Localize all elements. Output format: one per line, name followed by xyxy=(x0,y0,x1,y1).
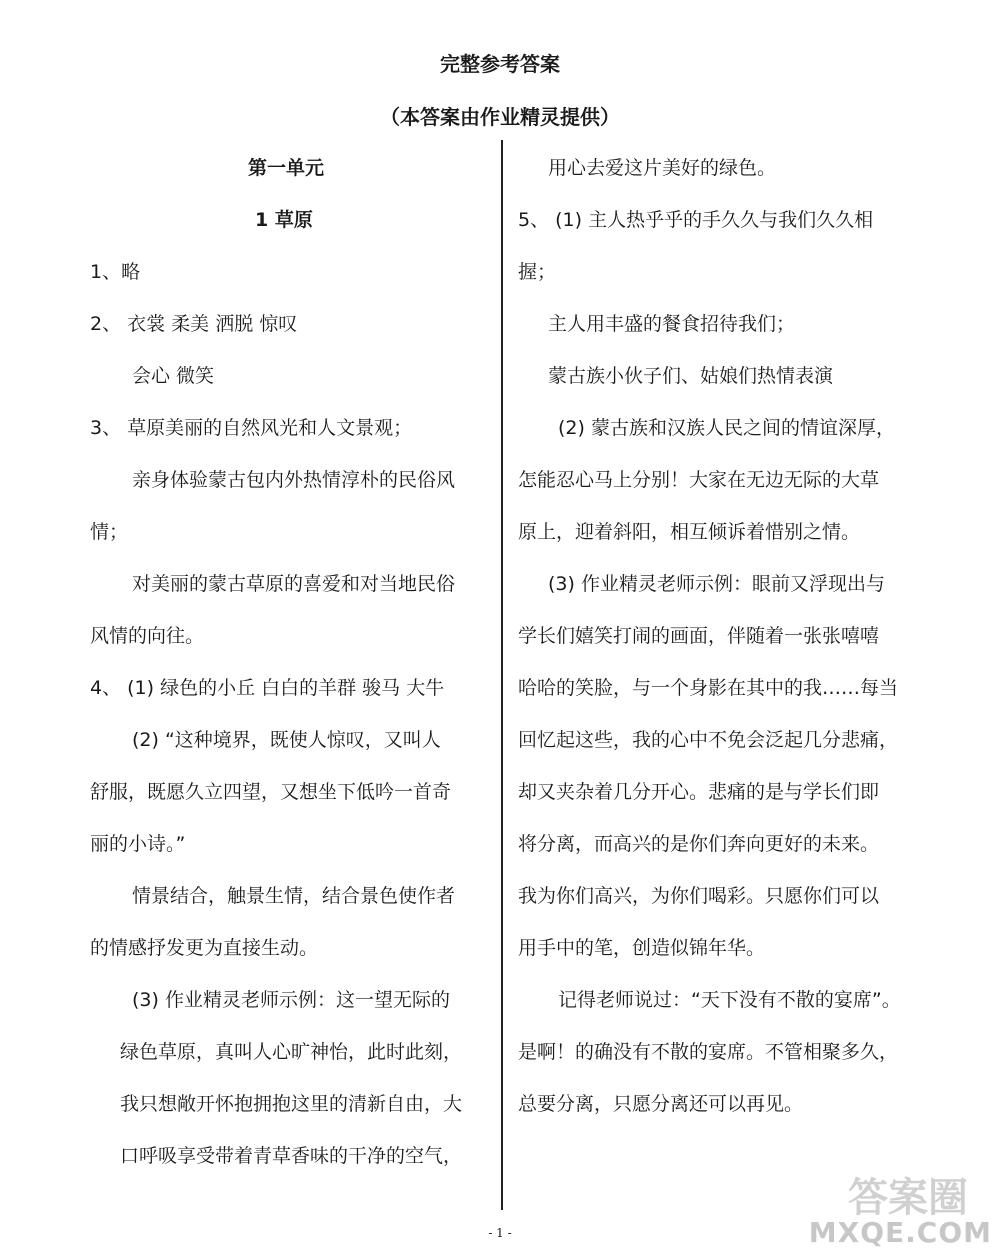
left-column-line: 情； xyxy=(90,521,129,543)
right-column-line: 回忆起这些，我的心中不免会泛起几分悲痛， xyxy=(518,729,899,751)
left-column-line: (3) 作业精灵老师示例：这一望无际的 xyxy=(132,989,450,1011)
right-column-line: 记得老师说过：“天下没有不散的宴席”。 xyxy=(558,989,901,1011)
watermark-logo xyxy=(808,1175,992,1249)
left-column-line: 绿色草原，真叫人心旷神怡，此时此刻， xyxy=(120,1041,463,1063)
right-column-line: 用手中的笔，创造似锦年华。 xyxy=(518,937,766,959)
right-column-line: 握； xyxy=(518,261,557,283)
right-column-line: (3) 作业精灵老师示例：眼前又浮现出与 xyxy=(548,573,885,595)
left-column-line: (2) “这种境界，既使人惊叹，又叫人 xyxy=(132,729,441,751)
left-column-line: 3、 草原美丽的自然风光和人文景观； xyxy=(90,417,413,439)
right-column-line: 却又夹杂着几分开心。悲痛的是与学长们即 xyxy=(518,781,880,803)
watermark-text: MXQE.COM xyxy=(808,1216,992,1249)
left-column-line: 我只想敞开怀抱拥抱这里的清新自由，大 xyxy=(120,1093,463,1115)
right-column-line: 是啊！的确没有不散的宴席。不管相聚多久， xyxy=(518,1041,899,1063)
column-divider xyxy=(501,140,503,1210)
left-column-line: 丽的小诗。” xyxy=(90,833,186,855)
right-column-line: 主人用丰盛的餐食招待我们； xyxy=(548,313,796,335)
document-subtitle: （本答案由作业精灵提供） xyxy=(380,105,620,129)
right-column-line: 原上，迎着斜阳，相互倾诉着惜别之情。 xyxy=(518,521,861,543)
left-column-line: 对美丽的蒙古草原的喜爱和对当地民俗 xyxy=(132,573,456,595)
watermark-chinese: 答案圈 xyxy=(848,1175,968,1221)
right-column-line: 学长们嬉笑打闹的画面，伴随着一张张嘻嘻 xyxy=(518,625,880,647)
left-column-line: 4、 (1) 绿色的小丘 白白的羊群 骏马 大牛 xyxy=(90,677,445,699)
left-column-line: 第一单元 xyxy=(248,157,325,179)
right-column-line: 怎能忍心马上分别！大家在无边无际的大草 xyxy=(518,469,880,491)
page-number: - 1 - xyxy=(488,1226,512,1240)
left-column-line: 口呼吸享受带着青草香味的干净的空气， xyxy=(120,1145,463,1167)
right-column-line: 蒙古族小伙子们、姑娘们热情表演 xyxy=(548,365,834,387)
left-column-line: 1 草原 xyxy=(255,209,313,231)
left-column-line: 1、略 xyxy=(90,261,141,283)
right-column-line: 哈哈的笑脸，与一个身影在其中的我……每当 xyxy=(518,677,899,699)
right-column-line: 将分离，而高兴的是你们奔向更好的未来。 xyxy=(518,833,880,855)
left-column-line: 的情感抒发更为直接生动。 xyxy=(90,937,319,959)
left-column-line: 风情的向往。 xyxy=(90,625,205,647)
right-column-line: 我为你们高兴，为你们喝彩。只愿你们可以 xyxy=(518,885,880,907)
left-column-line: 情景结合，触景生情，结合景色使作者 xyxy=(132,885,456,907)
right-column-line: (2) 蒙古族和汉族人民之间的情谊深厚， xyxy=(558,417,895,439)
left-column-line: 会心 微笑 xyxy=(132,365,215,387)
document-title: 完整参考答案 xyxy=(440,52,560,76)
left-column-line: 舒服，既愿久立四望，又想坐下低吟一首奇 xyxy=(90,781,452,803)
left-column-line: 亲身体验蒙古包内外热情淳朴的民俗风 xyxy=(132,469,456,491)
right-column-line: 总要分离，只愿分离还可以再见。 xyxy=(518,1093,804,1115)
left-column-line: 2、 衣裳 柔美 洒脱 惊叹 xyxy=(90,313,298,335)
right-column-line: 5、 (1) 主人热乎乎的手久久与我们久久相 xyxy=(518,209,874,231)
right-column-line: 用心去爱这片美好的绿色。 xyxy=(548,157,777,179)
